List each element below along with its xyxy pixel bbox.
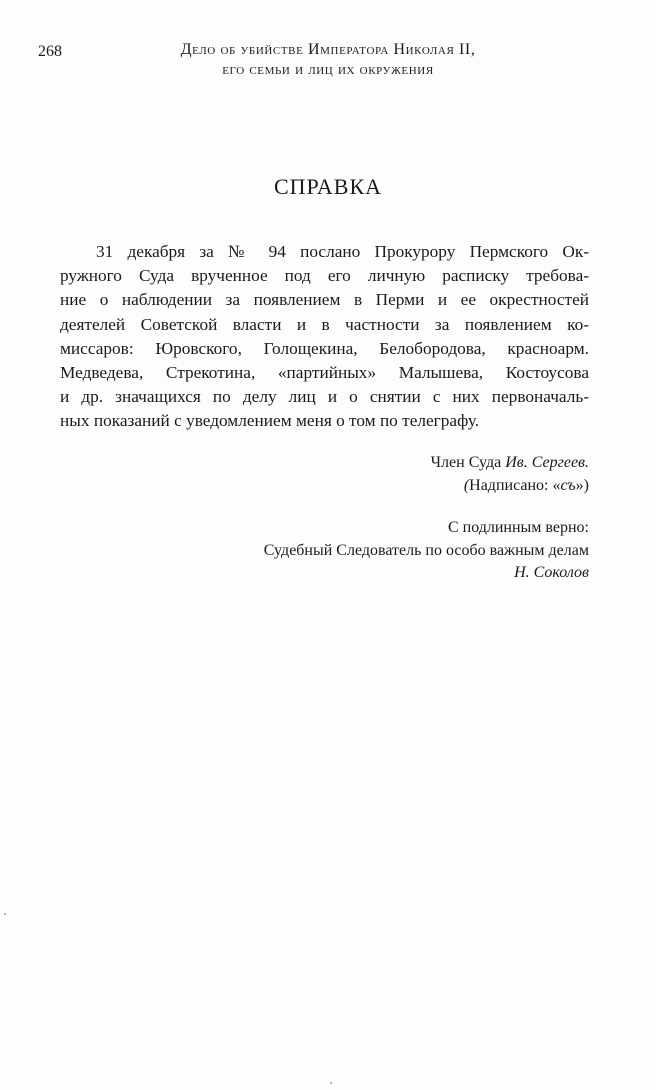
body-line: 31 декабря за № 94 послано Прокурору Пермского Ок- — [96, 242, 589, 261]
signature-line — [431, 451, 589, 474]
paper-speck — [330, 1082, 332, 1084]
body-paragraph — [60, 240, 589, 434]
paper-speck — [4, 913, 6, 915]
running-head — [118, 40, 538, 80]
running-head-line-1: Дело об убийстве Императора Николая II, — [180, 41, 476, 58]
body-line: деятелей Советской власти и в частности за появлением ко- — [60, 314, 589, 334]
certification-name: Н. Соколов — [514, 564, 589, 581]
signature-position: Член Суда — [430, 454, 502, 471]
signature-block — [431, 451, 589, 497]
body-line: Медведева, Стрекотина, «партийных» Малышева, Костоусова — [60, 362, 589, 382]
body-line: миссаров: Юровского, Голощекина, Белобородова, красноарм. — [60, 338, 589, 358]
body-line: ние о наблюдении за появлением в Перми и ее окрестностей — [60, 290, 589, 310]
running-head-line-2: его семьи и лиц их окружения — [222, 61, 434, 78]
document-title: СПРАВКА — [273, 174, 383, 199]
body-line: ных показаний с уведомлением меня о том по телеграфу. — [60, 411, 480, 431]
certification-block — [264, 517, 589, 585]
body-line: ружного Суда врученное под его личную расписку требова- — [60, 266, 589, 286]
note-open-paren: ( — [463, 477, 470, 494]
note-close: ») — [575, 477, 589, 494]
note-value: съ — [560, 477, 576, 494]
signature-note — [431, 474, 589, 497]
certification-line-1: С подлинным верно: — [447, 519, 589, 536]
signature-name: Ив. Сергеев. — [505, 454, 589, 471]
page-number: 268 — [38, 43, 62, 60]
body-line: и др. значащихся по делу лиц и о снятии с них первоначаль- — [60, 387, 589, 407]
certification-line-2: Судебный Следователь по особо важным делам — [263, 541, 589, 559]
note-label: Надписано: « — [469, 477, 561, 494]
